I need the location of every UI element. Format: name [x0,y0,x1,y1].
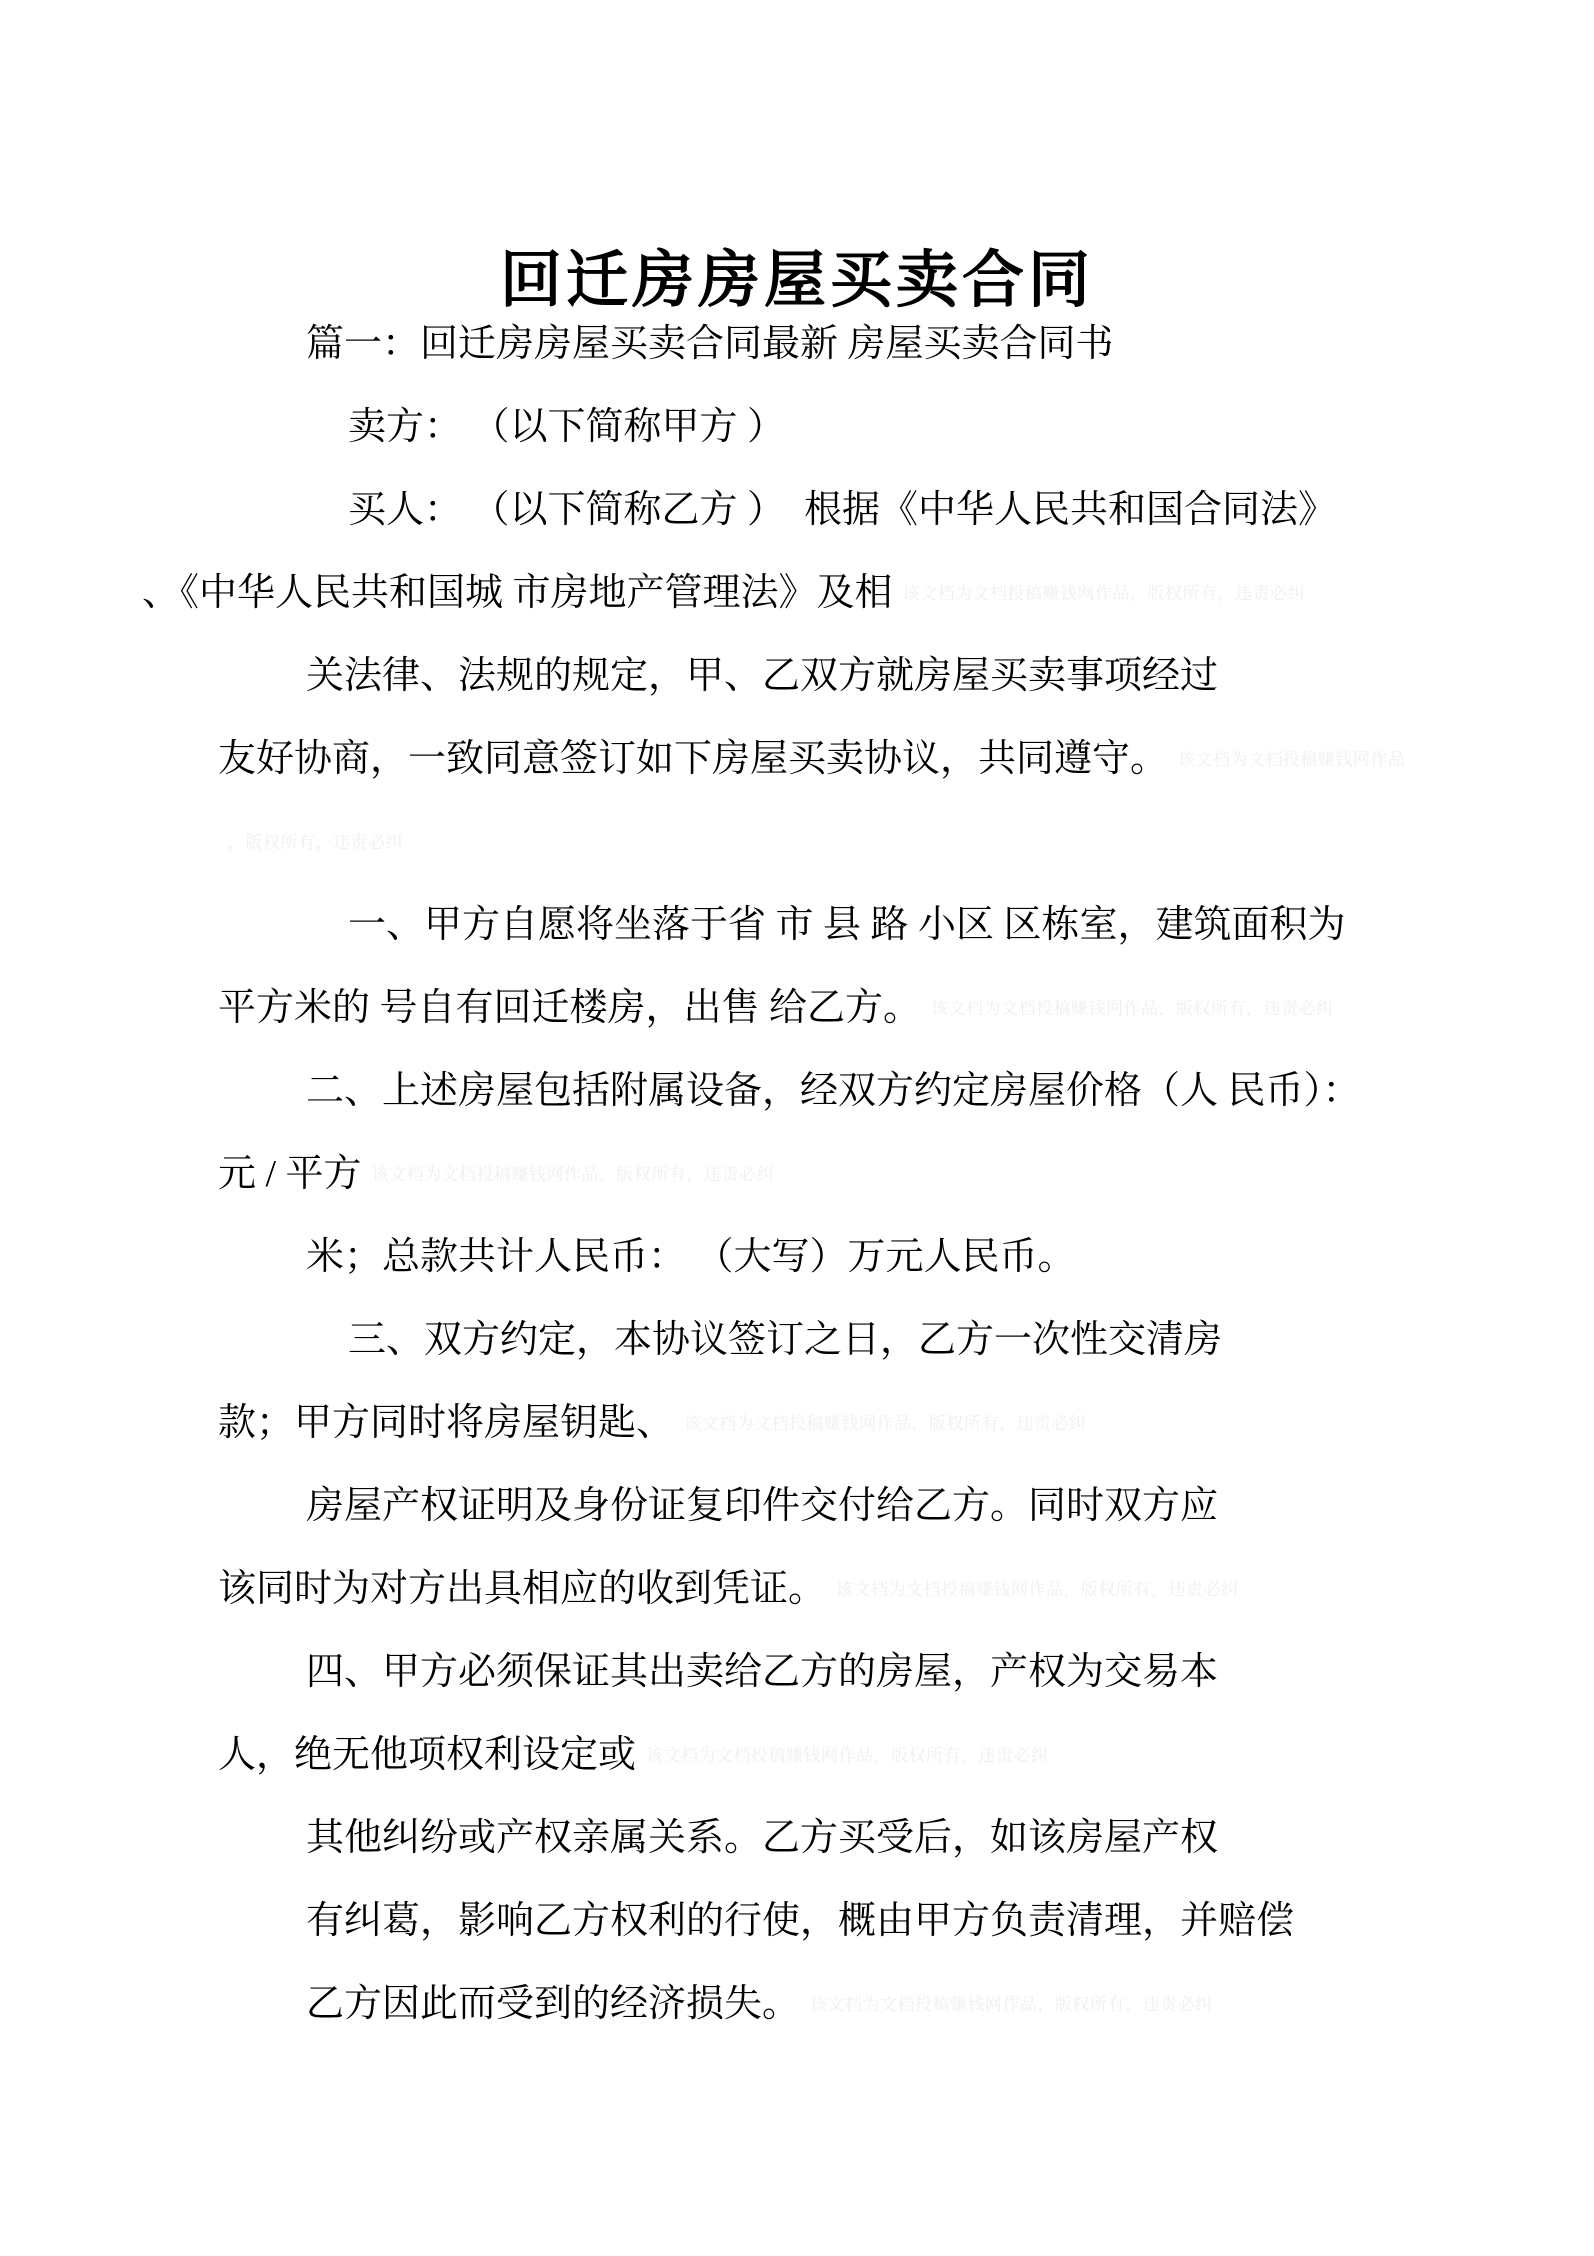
watermark-text: 该文档为文档投稿赚钱网作品，版权所有，违责必纠 [836,1580,1239,1599]
line-text: 平方米的 号自有回迁楼房，出售 给乙方。 [218,987,922,1029]
document-line [0,1382,1594,1465]
document-line [0,967,1594,1050]
line-text: 二、上述房屋包括附属设备，经双方约定房屋价格（人 民币）： [306,1070,1361,1112]
document-line [0,469,1594,552]
watermark-text: 该文档为文档投稿赚钱网作品，版权所有，违责必纠 [810,1995,1213,2014]
watermark-text: 该文档为文档投稿赚钱网作品，版权所有，违责必纠 [684,1414,1087,1433]
watermark-text: 该文档为文档投稿赚钱网作品，版权所有，违责必纠 [646,1746,1049,1765]
watermark-text: 该文档为文档投稿赚钱网作品 [1178,750,1406,769]
document-line [0,1050,1594,1133]
document-line [0,1880,1594,1963]
document-title: 回迁房房屋买卖合同 [499,245,1094,315]
document-line [0,1216,1594,1299]
document-body [0,303,1594,2046]
line-text: 元 / 平方 [218,1153,362,1195]
line-text: 该同时为对方出具相应的收到凭证。 [218,1568,827,1610]
line-text: 一、甲方自愿将坐落于省 市 县 路 小区 区栋室，建筑面积为 [348,904,1346,946]
line-text: 友好协商，一致同意签订如下房屋买卖协议，共同遵守。 [218,738,1169,780]
line-text: 乙方因此而受到的经济损失。 [306,1983,801,2025]
line-text: 人，绝无他项权利设定或 [218,1734,637,1776]
line-text: 款；甲方同时将房屋钥匙、 [218,1402,675,1444]
document-line [0,552,1594,635]
watermark-text: 该文档为文档投稿赚钱网作品，版权所有，违责必纠 [902,584,1306,603]
document-line [0,1714,1594,1797]
document-line [0,386,1594,469]
document-line [0,1465,1594,1548]
document-line [0,1631,1594,1714]
line-text: 买人： （以下简称乙方 ） 根据《中华人民共和国合同法》 [348,489,1337,531]
document-line [0,1963,1594,2046]
document-line [0,884,1594,967]
line-text: 关法律、法规的规定，甲、乙双方就房屋买卖事项经过 [306,655,1219,697]
line-text: 、《中华人民共和国城 市房地产管理法》及相 [142,572,893,614]
document-line [0,718,1594,801]
document-line [0,1548,1594,1631]
document-line [0,635,1594,718]
watermark-text: 该文档为文档投稿赚钱网作品，版权所有，违责必纠 [371,1165,775,1184]
watermark-text: ，版权所有，违责必纠 [228,833,403,852]
line-text: 房屋产权证明及身份证复印件交付给乙方。同时双方应 [306,1485,1219,1527]
line-text: 米；总款共计人民币： （大写）万元人民币。 [306,1236,1076,1278]
watermark-text: 该文档为文档投稿赚钱网作品，版权所有，违责必纠 [931,999,1334,1018]
line-text: 有纠葛，影响乙方权利的行使，概由甲方负责清理，并赔偿 [306,1900,1295,1942]
line-text: 四、甲方必须保证其出卖给乙方的房屋，产权为交易本 [306,1651,1219,1693]
document-line [0,1797,1594,1880]
line-text: 卖方： （以下简称甲方 ） [348,406,786,448]
line-text: 三、双方约定，本协议签订之日，乙方一次性交清房 [348,1319,1223,1361]
line-text: 其他纠纷或产权亲属关系。乙方买受后，如该房屋产权 [306,1817,1219,1859]
document-line [0,801,1594,884]
document-line [0,1299,1594,1382]
line-text: 篇一：回迁房房屋买卖合同最新 房屋买卖合同书 [306,323,1114,365]
document-line [0,1133,1594,1216]
document-line [0,303,1594,386]
